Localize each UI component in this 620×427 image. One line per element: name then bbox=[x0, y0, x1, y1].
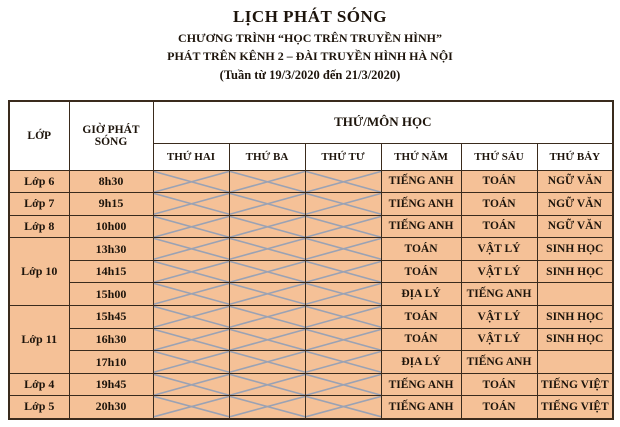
no-broadcast-cell bbox=[229, 215, 305, 238]
time-slot: 19h45 bbox=[69, 373, 153, 396]
schedule-row bbox=[9, 283, 613, 306]
time-slot: 10h00 bbox=[69, 215, 153, 238]
cross-out-icon bbox=[306, 374, 381, 396]
subject-cell: TIẾNG ANH bbox=[381, 170, 461, 193]
class-column-header: LỚP bbox=[9, 101, 69, 170]
subject-cell: NGỮ VĂN bbox=[537, 215, 613, 238]
schedule-row bbox=[9, 238, 613, 261]
class-label: Lớp 10 bbox=[9, 238, 69, 306]
subject-cell: VẬT LÝ bbox=[461, 328, 537, 351]
empty-cell bbox=[537, 351, 613, 374]
subject-cell: SINH HỌC bbox=[537, 306, 613, 329]
no-broadcast-cell bbox=[305, 283, 381, 306]
subject-cell: TIẾNG ANH bbox=[381, 373, 461, 396]
no-broadcast-cell bbox=[229, 260, 305, 283]
subject-cell: VẬT LÝ bbox=[461, 238, 537, 261]
time-slot: 9h15 bbox=[69, 193, 153, 216]
empty-cell bbox=[537, 283, 613, 306]
no-broadcast-cell bbox=[305, 238, 381, 261]
time-slot: 8h30 bbox=[69, 170, 153, 193]
subject-cell: TIẾNG VIỆT bbox=[537, 373, 613, 396]
cross-out-icon bbox=[154, 374, 229, 396]
no-broadcast-cell bbox=[305, 215, 381, 238]
cross-out-icon bbox=[154, 238, 229, 260]
no-broadcast-cell bbox=[153, 328, 229, 351]
schedule-row bbox=[9, 215, 613, 238]
no-broadcast-cell bbox=[305, 170, 381, 193]
no-broadcast-cell bbox=[305, 306, 381, 329]
cross-out-icon bbox=[230, 238, 305, 260]
cross-out-icon bbox=[230, 396, 305, 417]
subject-cell: TIẾNG VIỆT bbox=[537, 396, 613, 419]
no-broadcast-cell bbox=[229, 328, 305, 351]
cross-out-icon bbox=[230, 351, 305, 373]
schedule-row bbox=[9, 306, 613, 329]
cross-out-icon bbox=[306, 216, 381, 238]
cross-out-icon bbox=[306, 238, 381, 260]
no-broadcast-cell bbox=[229, 283, 305, 306]
day-header: THỨ SÁU bbox=[461, 143, 537, 170]
time-slot: 16h30 bbox=[69, 328, 153, 351]
subject-cell: VẬT LÝ bbox=[461, 260, 537, 283]
time-slot: 13h30 bbox=[69, 238, 153, 261]
day-header: THỨ NĂM bbox=[381, 143, 461, 170]
subject-cell: TOÁN bbox=[381, 260, 461, 283]
subject-cell: SINH HỌC bbox=[537, 260, 613, 283]
class-label: Lớp 6 bbox=[9, 170, 69, 193]
subject-cell: SINH HỌC bbox=[537, 238, 613, 261]
cross-out-icon bbox=[230, 283, 305, 305]
class-label: Lớp 7 bbox=[9, 193, 69, 216]
schedule-row bbox=[9, 170, 613, 193]
time-slot: 20h30 bbox=[69, 396, 153, 419]
cross-out-icon bbox=[154, 306, 229, 328]
no-broadcast-cell bbox=[305, 351, 381, 374]
cross-out-icon bbox=[154, 193, 229, 215]
subject-cell: TOÁN bbox=[381, 238, 461, 261]
cross-out-icon bbox=[230, 193, 305, 215]
time-slot: 15h45 bbox=[69, 306, 153, 329]
no-broadcast-cell bbox=[305, 328, 381, 351]
schedule-row bbox=[9, 328, 613, 351]
no-broadcast-cell bbox=[153, 396, 229, 419]
cross-out-icon bbox=[230, 216, 305, 238]
page-title: LỊCH PHÁT SÓNG bbox=[232, 7, 388, 26]
subject-cell: TOÁN bbox=[461, 215, 537, 238]
cross-out-icon bbox=[306, 329, 381, 351]
no-broadcast-cell bbox=[305, 396, 381, 419]
no-broadcast-cell bbox=[229, 351, 305, 374]
time-slot: 17h10 bbox=[69, 351, 153, 374]
schedule-row bbox=[9, 193, 613, 216]
no-broadcast-cell bbox=[153, 283, 229, 306]
no-broadcast-cell bbox=[305, 260, 381, 283]
class-label: Lớp 11 bbox=[9, 306, 69, 374]
subject-cell: ĐỊA LÝ bbox=[381, 283, 461, 306]
subject-cell: TIẾNG ANH bbox=[461, 351, 537, 374]
channel-line: PHÁT TRÊN KÊNH 2 – ĐÀI TRUYỀN HÌNH HÀ NỘI bbox=[167, 49, 453, 63]
cross-out-icon bbox=[306, 171, 381, 193]
cross-out-icon bbox=[154, 329, 229, 351]
no-broadcast-cell bbox=[305, 193, 381, 216]
no-broadcast-cell bbox=[305, 373, 381, 396]
no-broadcast-cell bbox=[229, 238, 305, 261]
cross-out-icon bbox=[230, 374, 305, 396]
subject-cell: TOÁN bbox=[461, 193, 537, 216]
cross-out-icon bbox=[306, 396, 381, 417]
no-broadcast-cell bbox=[153, 215, 229, 238]
time-slot: 15h00 bbox=[69, 283, 153, 306]
time-slot: 14h15 bbox=[69, 260, 153, 283]
no-broadcast-cell bbox=[153, 351, 229, 374]
no-broadcast-cell bbox=[229, 306, 305, 329]
subject-cell: TIẾNG ANH bbox=[381, 193, 461, 216]
no-broadcast-cell bbox=[153, 373, 229, 396]
subject-cell: TOÁN bbox=[461, 373, 537, 396]
week-range: (Tuần từ 19/3/2020 đến 21/3/2020) bbox=[219, 68, 401, 82]
subject-cell: TOÁN bbox=[381, 306, 461, 329]
subject-cell: TOÁN bbox=[461, 170, 537, 193]
cross-out-icon bbox=[306, 283, 381, 305]
program-name: CHƯƠNG TRÌNH “HỌC TRÊN TRUYỀN HÌNH” bbox=[178, 31, 442, 45]
schedule-row bbox=[9, 351, 613, 374]
header-row-group bbox=[9, 101, 613, 143]
cross-out-icon bbox=[154, 261, 229, 283]
broadcast-schedule-table bbox=[8, 100, 614, 420]
no-broadcast-cell bbox=[229, 373, 305, 396]
cross-out-icon bbox=[306, 261, 381, 283]
document-header bbox=[0, 0, 620, 83]
no-broadcast-cell bbox=[153, 170, 229, 193]
subject-cell: TIẾNG ANH bbox=[381, 215, 461, 238]
day-header: THỨ HAI bbox=[153, 143, 229, 170]
no-broadcast-cell bbox=[153, 193, 229, 216]
day-header: THỨ TƯ bbox=[305, 143, 381, 170]
subject-cell: SINH HỌC bbox=[537, 328, 613, 351]
subject-cell: TIẾNG ANH bbox=[381, 396, 461, 419]
no-broadcast-cell bbox=[229, 170, 305, 193]
schedule-row bbox=[9, 396, 613, 419]
subject-cell: ĐỊA LÝ bbox=[381, 351, 461, 374]
no-broadcast-cell bbox=[153, 306, 229, 329]
class-label: Lớp 4 bbox=[9, 373, 69, 396]
subject-cell: TIẾNG ANH bbox=[461, 283, 537, 306]
cross-out-icon bbox=[230, 171, 305, 193]
time-column-header: GIỜ PHÁT SÓNG bbox=[69, 101, 153, 170]
no-broadcast-cell bbox=[229, 396, 305, 419]
no-broadcast-cell bbox=[153, 260, 229, 283]
cross-out-icon bbox=[230, 261, 305, 283]
cross-out-icon bbox=[306, 193, 381, 215]
day-header: THỨ BẢY bbox=[537, 143, 613, 170]
cross-out-icon bbox=[306, 306, 381, 328]
class-label: Lớp 5 bbox=[9, 396, 69, 419]
class-label: Lớp 8 bbox=[9, 215, 69, 238]
no-broadcast-cell bbox=[229, 193, 305, 216]
cross-out-icon bbox=[306, 351, 381, 373]
cross-out-icon bbox=[230, 329, 305, 351]
cross-out-icon bbox=[230, 306, 305, 328]
subject-cell: TOÁN bbox=[381, 328, 461, 351]
subject-cell: VẬT LÝ bbox=[461, 306, 537, 329]
no-broadcast-cell bbox=[153, 238, 229, 261]
subject-cell: NGỮ VĂN bbox=[537, 193, 613, 216]
cross-out-icon bbox=[154, 283, 229, 305]
subject-cell: TOÁN bbox=[461, 396, 537, 419]
subject-cell: NGỮ VĂN bbox=[537, 170, 613, 193]
cross-out-icon bbox=[154, 351, 229, 373]
days-group-header: THỨ/MÔN HỌC bbox=[153, 101, 613, 143]
cross-out-icon bbox=[154, 171, 229, 193]
schedule-row bbox=[9, 373, 613, 396]
day-header: THỨ BA bbox=[229, 143, 305, 170]
schedule-row bbox=[9, 260, 613, 283]
cross-out-icon bbox=[154, 216, 229, 238]
cross-out-icon bbox=[154, 396, 229, 417]
